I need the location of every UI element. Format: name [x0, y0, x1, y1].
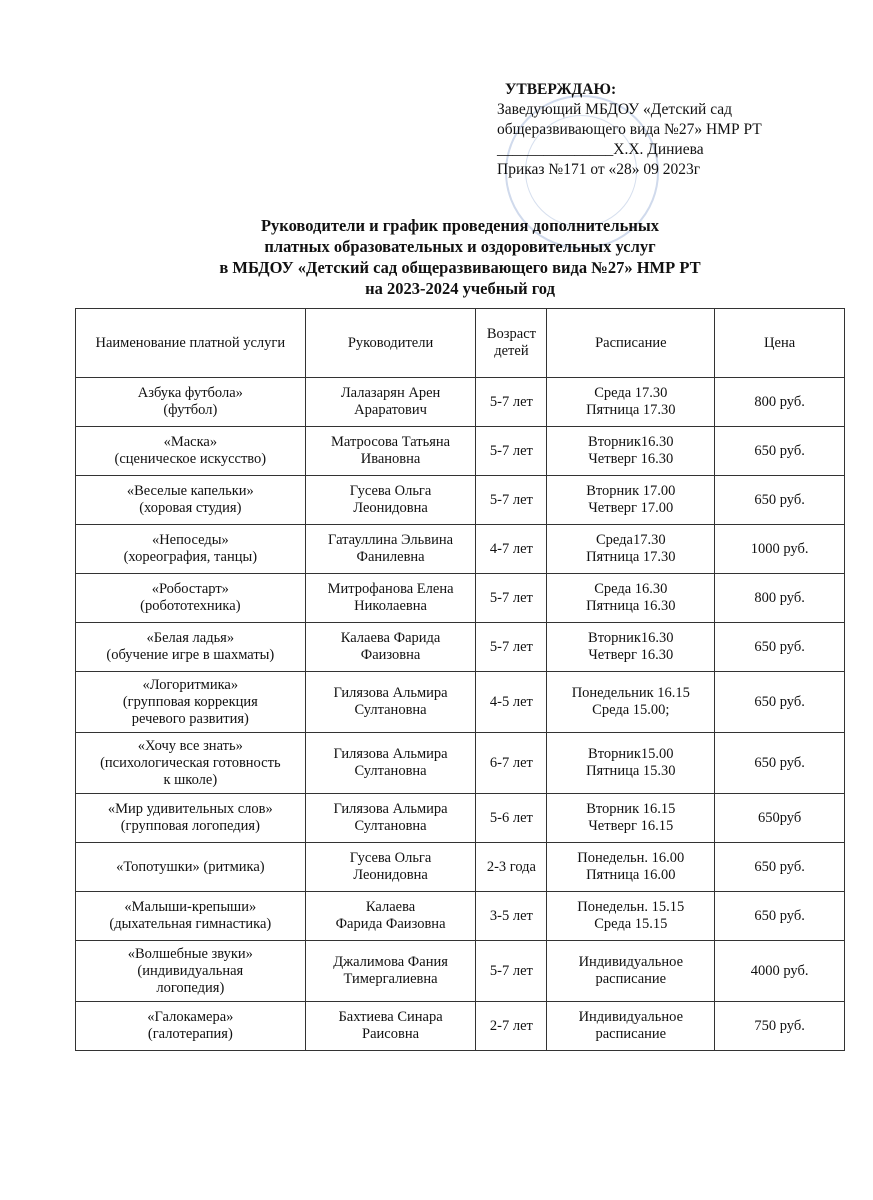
table-cell: Бахтиева Синара Раисовна: [305, 1002, 476, 1051]
table-cell: 650 руб.: [715, 623, 845, 672]
table-cell: Лалазарян Арен Араратович: [305, 378, 476, 427]
table-cell: Митрофанова Елена Николаевна: [305, 574, 476, 623]
table-cell: Вторник16.30 Четверг 16.30: [547, 427, 715, 476]
column-header: Возраст детей: [476, 309, 547, 378]
table-cell: Калаева Фарида Фаизовна: [305, 892, 476, 941]
table-cell: Гусева Ольга Леонидовна: [305, 476, 476, 525]
approval-title: УТВЕРЖДАЮ:: [505, 81, 617, 98]
table-row: [76, 892, 845, 941]
table-cell: 5-6 лет: [476, 794, 547, 843]
table-cell: 650 руб.: [715, 672, 845, 733]
table-row: [76, 843, 845, 892]
table-cell: Среда17.30 Пятница 17.30: [547, 525, 715, 574]
table-cell: 650 руб.: [715, 733, 845, 794]
table-cell: 5-7 лет: [476, 574, 547, 623]
table-row: [76, 476, 845, 525]
table-cell: «Топотушки» (ритмика): [76, 843, 306, 892]
table-cell: 5-7 лет: [476, 941, 547, 1002]
column-header: Наименование платной услуги: [76, 309, 306, 378]
table-cell: «Хочу все знать» (психологическая готовность к школе): [76, 733, 306, 794]
table-cell: Вторник15.00 Пятница 15.30: [547, 733, 715, 794]
table-cell: 4-7 лет: [476, 525, 547, 574]
table-cell: Азбука футбола» (футбол): [76, 378, 306, 427]
table-row: [76, 525, 845, 574]
table-cell: Индивидуальное расписание: [547, 941, 715, 1002]
title-line: в МБДОУ «Детский сад общеразвивающего вида №27» НМР РТ: [219, 258, 701, 277]
table-cell: Калаева Фарида Фаизовна: [305, 623, 476, 672]
services-table: [75, 308, 845, 1051]
table-cell: Гилязова Альмира Султановна: [305, 672, 476, 733]
table-cell: «Белая ладья» (обучение игре в шахматы): [76, 623, 306, 672]
table-cell: «Мир удивительных слов» (групповая логопедия): [76, 794, 306, 843]
table-cell: 5-7 лет: [476, 427, 547, 476]
table-row: [76, 574, 845, 623]
table-cell: 650 руб.: [715, 427, 845, 476]
document-title: [75, 215, 845, 299]
table-cell: Джалимова Фания Тимергалиевна: [305, 941, 476, 1002]
table-cell: «Маска» (сценическое искусство): [76, 427, 306, 476]
table-row: [76, 378, 845, 427]
table-row: [76, 794, 845, 843]
approval-order: Приказ №171 от «28» 09 2023г: [497, 161, 701, 178]
table-row: [76, 733, 845, 794]
table-cell: Среда 16.30 Пятница 16.30: [547, 574, 715, 623]
table-row: [76, 427, 845, 476]
table-cell: 800 руб.: [715, 574, 845, 623]
table-cell: 5-7 лет: [476, 476, 547, 525]
table-cell: Гатауллина Эльвина Фанилевна: [305, 525, 476, 574]
table-cell: 650 руб.: [715, 843, 845, 892]
table-cell: 650руб: [715, 794, 845, 843]
table-row: [76, 623, 845, 672]
table-cell: Понедельн. 15.15 Среда 15.15: [547, 892, 715, 941]
table-cell: Гусева Ольга Леонидовна: [305, 843, 476, 892]
table-cell: 5-7 лет: [476, 378, 547, 427]
table-cell: «Логоритмика» (групповая коррекция речевого развития): [76, 672, 306, 733]
table-cell: 6-7 лет: [476, 733, 547, 794]
table-cell: 4-5 лет: [476, 672, 547, 733]
table-cell: Понедельник 16.15 Среда 15.00;: [547, 672, 715, 733]
table-cell: 3-5 лет: [476, 892, 547, 941]
table-cell: Вторник 17.00 Четверг 17.00: [547, 476, 715, 525]
table-cell: «Веселые капельки» (хоровая студия): [76, 476, 306, 525]
approval-signature: _______________Х.Х. Диниева: [497, 141, 704, 158]
table-row: [76, 941, 845, 1002]
table-cell: Гилязова Альмира Султановна: [305, 794, 476, 843]
approval-block: [497, 80, 762, 180]
table-cell: 5-7 лет: [476, 623, 547, 672]
table-cell: Гилязова Альмира Султановна: [305, 733, 476, 794]
column-header: Цена: [715, 309, 845, 378]
table-cell: 4000 руб.: [715, 941, 845, 1002]
table-row: [76, 1002, 845, 1051]
table-cell: Вторник 16.15 Четверг 16.15: [547, 794, 715, 843]
table-cell: Понедельн. 16.00 Пятница 16.00: [547, 843, 715, 892]
table-cell: 800 руб.: [715, 378, 845, 427]
title-line: Руководители и график проведения дополнительных: [260, 216, 660, 235]
column-header: Расписание: [547, 309, 715, 378]
title-line: платных образовательных и оздоровительных услуг: [264, 237, 656, 256]
table-cell: Вторник16.30 Четверг 16.30: [547, 623, 715, 672]
table-cell: Индивидуальное расписание: [547, 1002, 715, 1051]
table-row: [76, 672, 845, 733]
approval-line1: Заведующий МБДОУ «Детский сад: [497, 101, 733, 118]
table-cell: «Малыши-крепыши» (дыхательная гимнастика): [76, 892, 306, 941]
table-cell: 1000 руб.: [715, 525, 845, 574]
table-cell: «Волшебные звуки» (индивидуальная логопедия): [76, 941, 306, 1002]
table-cell: «Галокамера» (галотерапия): [76, 1002, 306, 1051]
table-cell: Матросова Татьяна Ивановна: [305, 427, 476, 476]
table-cell: 750 руб.: [715, 1002, 845, 1051]
table-cell: 2-7 лет: [476, 1002, 547, 1051]
table-cell: 2-3 года: [476, 843, 547, 892]
column-header: Руководители: [305, 309, 476, 378]
approval-line2: общеразвивающего вида №27» НМР РТ: [497, 121, 762, 138]
table-cell: Среда 17.30 Пятница 17.30: [547, 378, 715, 427]
table-cell: 650 руб.: [715, 892, 845, 941]
table-cell: 650 руб.: [715, 476, 845, 525]
table-cell: «Робостарт» (робототехника): [76, 574, 306, 623]
title-line: на 2023-2024 учебный год: [365, 279, 555, 298]
table-cell: «Непоседы» (хореография, танцы): [76, 525, 306, 574]
